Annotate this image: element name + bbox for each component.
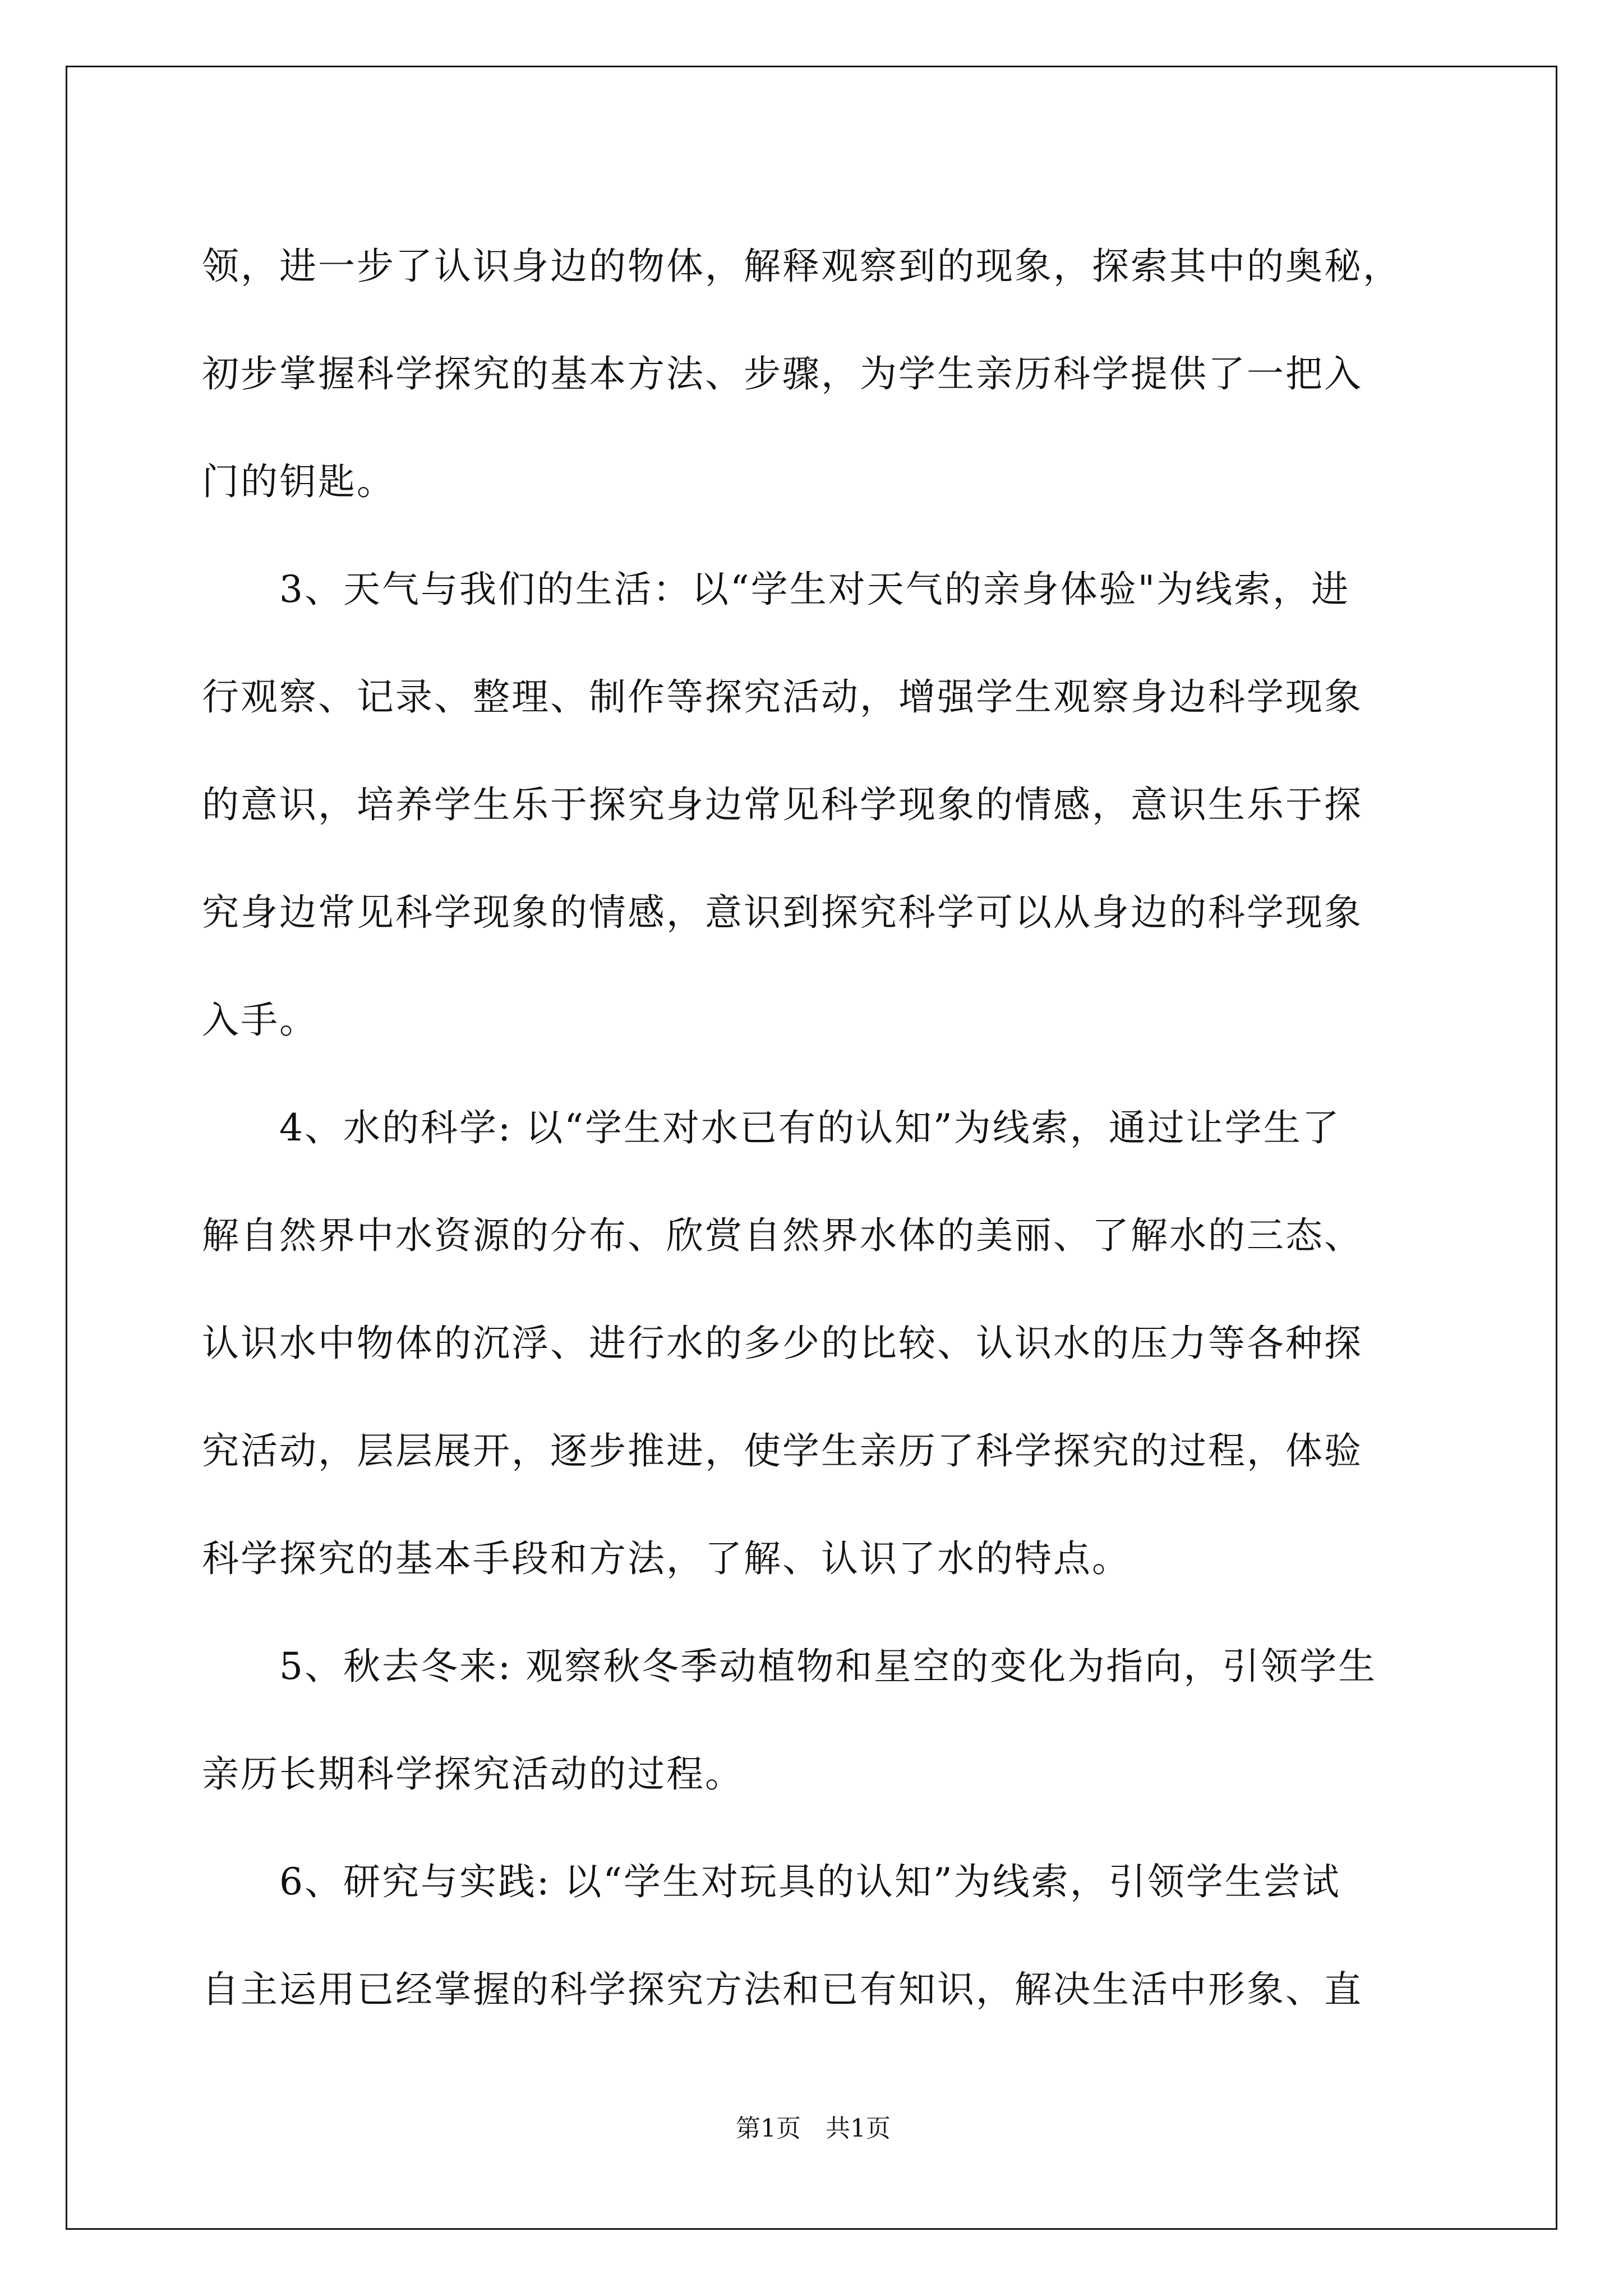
page-frame <box>66 66 1557 2230</box>
text-line: 究身边常见科学现象的情感，意识到探究科学可以从身边的科学现象 <box>202 891 1363 934</box>
page-footer: 第1页 共1页 <box>736 2114 891 2143</box>
text-line: 的意识，培养学生乐于探究身边常见科学现象的情感，意识生乐于探 <box>202 783 1363 826</box>
text-line: 4、水的科学: 以“学生对水已有的认知”为线索，通过让学生了 <box>202 1106 1341 1149</box>
text-line: 科学探究的基本手段和方法，了解、认识了水的特点。 <box>202 1537 1131 1580</box>
text-line: 6、研究与实践: 以“学生对玩具的认知”为线索，引领学生尝试 <box>202 1860 1341 1903</box>
text-line: 初步掌握科学探究的基本方法、步骤，为学生亲历科学提供了一把入 <box>202 352 1363 395</box>
text-line: 认识水中物体的沉浮、进行水的多少的比较、认识水的压力等各种探 <box>202 1322 1363 1365</box>
text-line: 自主运用已经掌握的科学探究方法和已有知识，解决生活中形象、直 <box>202 1968 1363 2011</box>
text-line: 究活动，层层展开，逐步推进，使学生亲历了科学探究的过程，体验 <box>202 1429 1363 1473</box>
text-line: 3、天气与我们的生活：以“学生对天气的亲身体验"为线索，进 <box>202 568 1350 611</box>
text-line: 门的钥匙。 <box>202 460 395 503</box>
text-line: 入手。 <box>202 999 318 1042</box>
text-line: 领，进一步了认识身边的物体，解释观察到的现象，探索其中的奥秘， <box>202 245 1401 288</box>
text-line: 5、秋去冬来: 观察秋冬季动植物和星空的变化为指向，引领学生 <box>202 1645 1377 1688</box>
text-line: 亲历长期科学探究活动的过程。 <box>202 1752 744 1796</box>
text-line: 解自然界中水资源的分布、欣赏自然界水体的美丽、了解水的三态、 <box>202 1214 1363 1257</box>
text-line: 行观察、记录、整理、制作等探究活动，增强学生观察身边科学现象 <box>202 675 1363 719</box>
